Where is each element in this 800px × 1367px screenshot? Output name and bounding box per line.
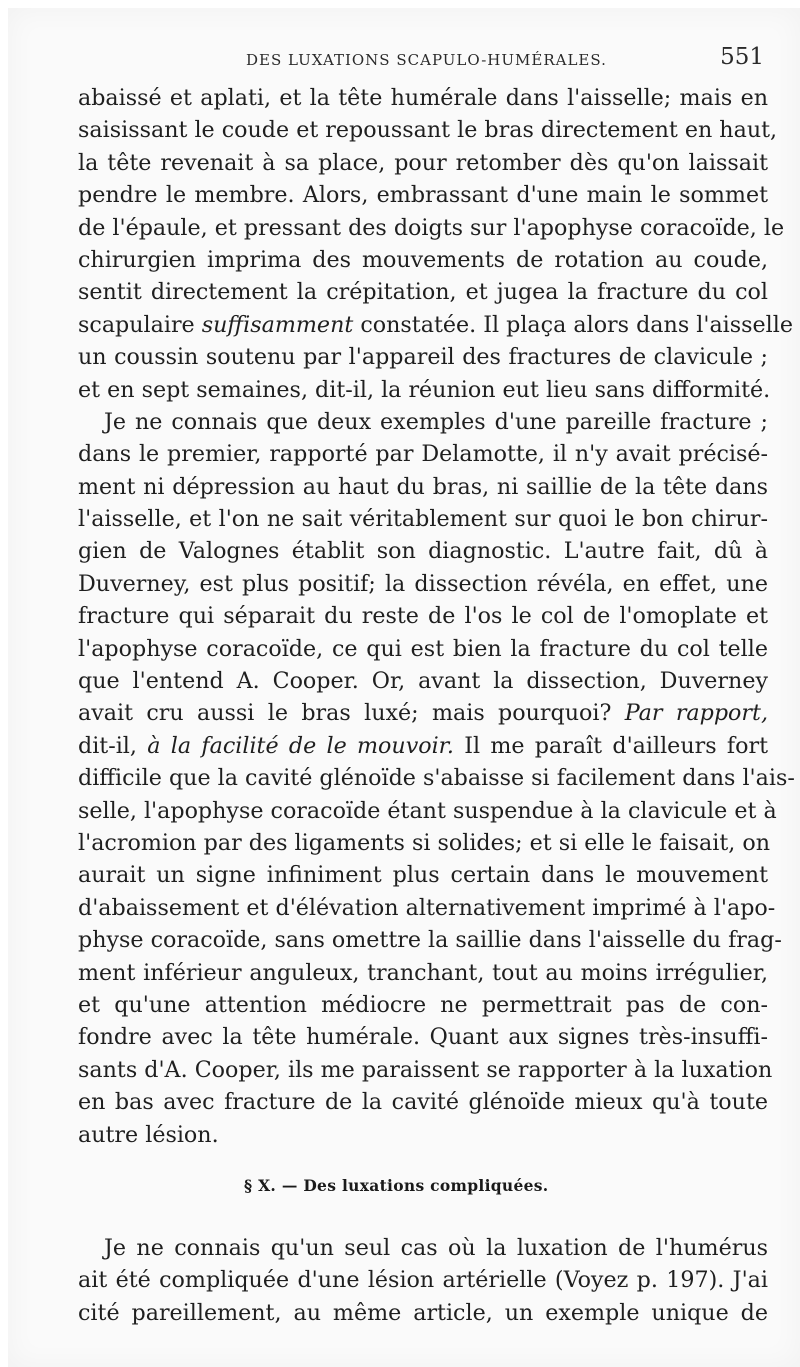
text-line: ait été compliquée d'une lésion artérielle (Voyez p. 197). J'ai: [78, 1267, 768, 1294]
text-line: fracture qui séparait du reste de l'os le col de l'omoplate et: [78, 603, 768, 630]
italic-text: Par rapport,: [624, 700, 768, 727]
text-line: l'apophyse coracoïde, ce qui est bien la fracture du col telle: [78, 635, 768, 662]
text-line: que l'entend A. Cooper. Or, avant la dissection, Duverney: [78, 668, 768, 695]
main-text-block: [78, 82, 795, 1151]
section-heading: § X. — Des luxations compliquées.: [244, 1176, 549, 1195]
text-line: chirurgien imprima des mouvements de rotation au coude,: [78, 246, 768, 273]
text-line: dans le premier, rapporté par Delamotte, il n'y avait précisé-: [78, 441, 768, 468]
page-number: 551: [720, 44, 764, 70]
text-line: un coussin soutenu par l'appareil des fractures de clavicule ;: [78, 344, 768, 371]
text-line-mixed: [78, 730, 768, 762]
running-head: DES LUXATIONS SCAPULO-HUMÉRALES.: [246, 51, 607, 69]
text-line: ment ni dépression au haut du bras, ni saillie de la tête dans: [78, 473, 768, 500]
text-segment: constatée. Il plaça alors dans l'aisselle: [353, 311, 794, 338]
text-line: pendre le membre. Alors, embrassant d'une main le sommet: [78, 182, 768, 209]
section-text-block: [78, 1232, 768, 1329]
text-line-mixed: [78, 697, 768, 729]
text-line-mixed: [78, 309, 794, 341]
paragraph-start-line: Je ne connais qu'un seul cas où la luxation de l'humérus: [104, 1235, 768, 1261]
text-line: physe coracoïde, sans omettre la saillie dans l'aisselle du frag-: [78, 927, 782, 954]
text-line: saisissant le coude et repoussant le bras directement en haut,: [78, 117, 778, 144]
text-line: aurait un signe infiniment plus certain dans le mouvement: [78, 862, 768, 889]
text-line: fondre avec la tête humérale. Quant aux signes très-insuffi-: [78, 1024, 768, 1051]
paragraph-start-line: Je ne connais que deux exemples d'une pareille fracture ;: [104, 408, 768, 435]
text-line: sants d'A. Cooper, ils me paraissent se rapporter à la luxation: [78, 1056, 773, 1083]
italic-text: suffisamment: [201, 311, 354, 338]
text-line: en bas avec fracture de la cavité glénoïde mieux qu'à toute: [78, 1089, 768, 1116]
text-line: l'acromion par des ligaments si solides; et si elle le faisait, on: [78, 829, 771, 856]
paragraph-end-line: autre lésion.: [78, 1121, 219, 1148]
text-segment: scapulaire: [78, 311, 202, 338]
text-line: difficile que la cavité glénoïde s'abaisse si facilement dans l'ais-: [78, 765, 795, 792]
text-line: l'aisselle, et l'on ne sait véritablement sur quoi le bon chirur-: [78, 506, 768, 533]
italic-text: à la facilité de le mouvoir.: [147, 732, 454, 759]
text-line: Duverney, est plus positif; la dissection révéla, en effet, une: [78, 570, 768, 597]
text-segment: avait cru aussi le bras luxé; mais pourquoi?: [78, 700, 625, 727]
text-line: de l'épaule, et pressant des doigts sur l'apophyse coracoïde, le: [78, 214, 785, 241]
text-line: selle, l'apophyse coracoïde étant suspendue à la clavicule et à: [78, 797, 777, 824]
text-line: d'abaissement et d'élévation alternativement imprimé à l'apo-: [78, 894, 776, 921]
text-segment: dit-il,: [78, 732, 148, 759]
text-line: abaissé et aplati, et la tête humérale dans l'aisselle; mais en: [78, 85, 768, 111]
text-line: ment inférieur anguleux, tranchant, tout au moins irrégulier,: [78, 959, 768, 986]
text-segment: Il me paraît d'ailleurs fort: [453, 732, 768, 759]
paragraph-end-line: et en sept semaines, dit-il, la réunion eut lieu sans difformité.: [78, 376, 771, 403]
text-line: sentit directement la crépitation, et jugea la fracture du col: [78, 279, 768, 306]
text-line: la tête revenait à sa place, pour retomber dès qu'on laissait: [78, 149, 768, 176]
text-line: et qu'une attention médiocre ne permettrait pas de con-: [78, 991, 768, 1018]
text-line: gien de Valognes établit son diagnostic. L'autre fait, dû à: [78, 538, 768, 565]
text-line: cité pareillement, au même article, un exemple unique de: [78, 1299, 768, 1326]
